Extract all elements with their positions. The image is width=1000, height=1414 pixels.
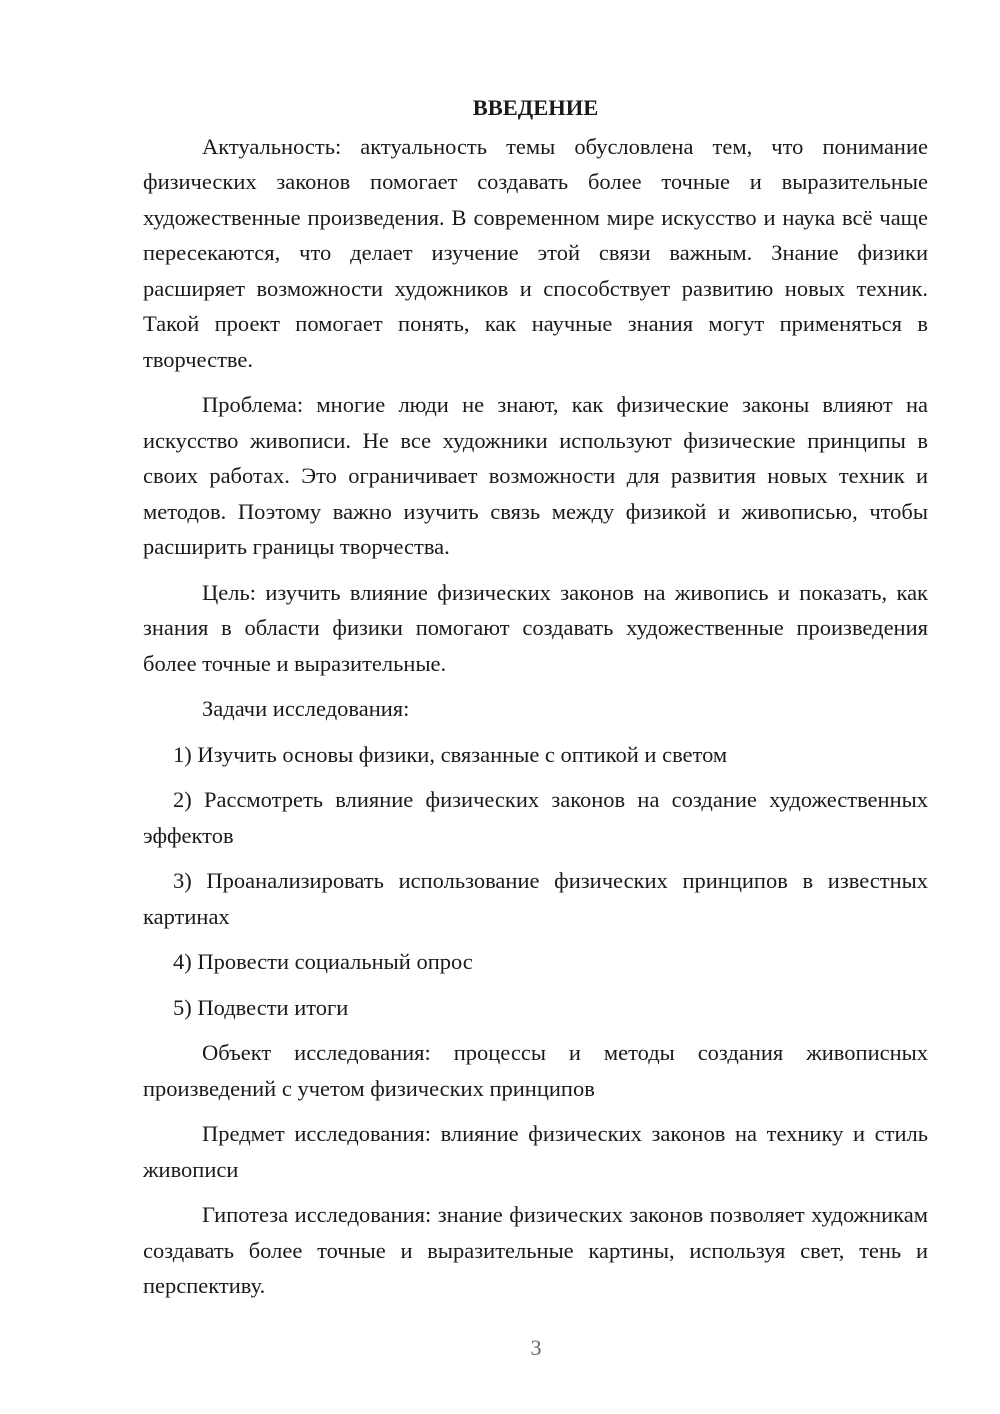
task-item: 5) Подвести итоги bbox=[173, 994, 349, 1020]
page-number: 3 bbox=[530, 1335, 542, 1360]
section-heading: ВВЕДЕНИЕ bbox=[472, 95, 599, 120]
page-content bbox=[143, 90, 928, 1314]
paragraph-problem: Проблема: многие люди не знают, как физические законы влияют на искусство живописи. Не все художники используют физические принципы в своих работах. Это ограничивает возможности для развития новых техник и методов. Поэтому важно изучить связь между физикой и живописью, чтобы расширить границы творчества. bbox=[143, 392, 928, 559]
paragraph-object: Объект исследования: процессы и методы создания живописных произведений с учетом физических принципов bbox=[143, 1040, 928, 1101]
paragraph-hypothesis: Гипотеза исследования: знание физических законов позволяет художникам создавать более точные и выразительные картины, используя свет, тень и перспективу. bbox=[143, 1202, 928, 1298]
task-item: 4) Провести социальный опрос bbox=[173, 949, 473, 974]
paragraph-relevance: Актуальность: актуальность темы обусловлена тем, что понимание физических законов помогает создавать более точные и выразительные художественные произведения. В современном мире искусство и наука всё чаще пересекаются, что делает изучение этой связи важным. Знание физики расширяет возможности художников и способствует развитию новых техник. Такой проект помогает понять, как научные знания могут применяться в творчестве. bbox=[143, 133, 928, 372]
task-item: 1) Изучить основы физики, связанные с оптикой и светом bbox=[173, 741, 728, 767]
paragraph-tasks-heading: Задачи исследования: bbox=[202, 696, 410, 721]
task-item: 2) Рассмотреть влияние физических законов на создание художественных эффектов bbox=[143, 787, 928, 848]
task-item: 3) Проанализировать использование физических принципов в известных картинах bbox=[143, 868, 928, 929]
paragraph-goal: Цель: изучить влияние физических законов на живопись и показать, как знания в области физики помогают создавать художественные произведения более точные и выразительные. bbox=[143, 579, 928, 676]
paragraph-subject: Предмет исследования: влияние физических законов на технику и стиль живописи bbox=[143, 1121, 928, 1182]
